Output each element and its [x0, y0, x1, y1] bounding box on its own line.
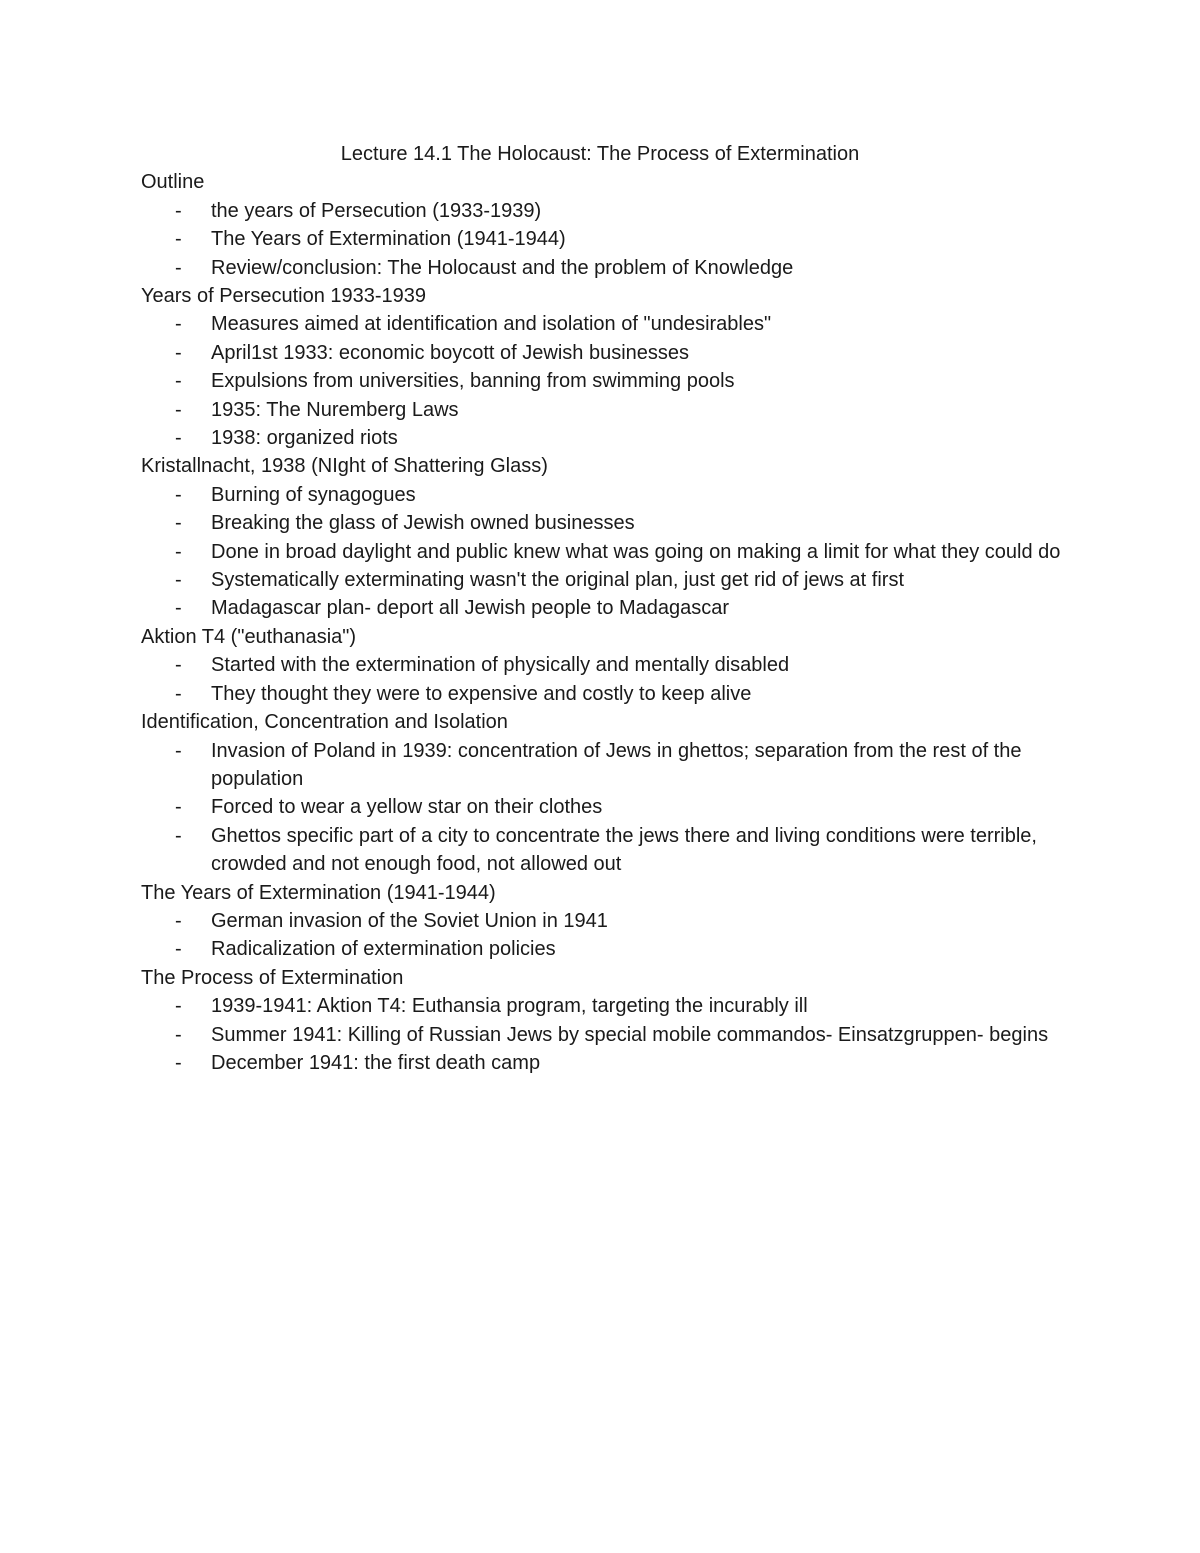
bullet-item: [141, 737, 1061, 794]
bullet-text: Madagascar plan- deport all Jewish people to Madagascar: [211, 597, 730, 620]
bullet-text: Started with the extermination of physically and mentally disabled: [211, 654, 790, 677]
bullet-item: [141, 1049, 1061, 1077]
dash-bullet-icon: -: [175, 427, 182, 450]
dash-bullet-icon: -: [175, 909, 182, 932]
bullet-text: Systematically exterminating wasn't the original plan, just get rid of jews at first: [211, 569, 905, 592]
bullet-item: [141, 197, 1061, 225]
bullet-item: [141, 225, 1061, 253]
bullet-item: [141, 254, 1061, 282]
bullet-list: [141, 310, 1061, 452]
section-heading: The Process of Extermination: [141, 966, 404, 989]
bullet-text: the years of Persecution (1933-1939): [211, 199, 542, 222]
bullet-text: Forced to wear a yellow star on their clothes: [211, 796, 603, 819]
dash-bullet-icon: -: [175, 654, 182, 677]
dash-bullet-icon: -: [175, 824, 182, 847]
dash-bullet-icon: -: [175, 1023, 182, 1046]
dash-bullet-icon: -: [175, 1051, 182, 1074]
bullet-text: Summer 1941: Killing of Russian Jews by special mobile commandos- Einsatzgruppen- begins: [211, 1023, 1049, 1046]
bullet-text: Radicalization of extermination policies: [211, 938, 556, 961]
bullet-text: Review/conclusion: The Holocaust and the problem of Knowledge: [211, 256, 794, 279]
bullet-text: Measures aimed at identification and isolation of "undesirables": [211, 313, 772, 336]
bullet-text: They thought they were to expensive and costly to keep alive: [211, 682, 752, 705]
dash-bullet-icon: -: [175, 597, 182, 620]
section: [141, 623, 1061, 708]
bullet-list: [141, 992, 1061, 1077]
dash-bullet-icon: -: [175, 796, 182, 819]
bullet-text: German invasion of the Soviet Union in 1941: [211, 909, 608, 932]
section: [141, 452, 1061, 622]
bullet-list: [141, 907, 1061, 964]
section-heading: Outline: [141, 171, 205, 194]
dash-bullet-icon: -: [175, 512, 182, 535]
bullet-item: [141, 992, 1061, 1020]
document-title: Lecture 14.1 The Holocaust: The Process of Extermination: [340, 143, 860, 165]
bullet-item: [141, 538, 1061, 566]
bullet-list: [141, 197, 1061, 282]
dash-bullet-icon: -: [175, 995, 182, 1018]
bullet-item: [141, 651, 1061, 679]
bullet-item: [141, 793, 1061, 821]
bullet-text: Breaking the glass of Jewish owned businesses: [211, 512, 635, 535]
bullet-item: [141, 907, 1061, 935]
bullet-item: [141, 481, 1061, 509]
bullet-item: [141, 339, 1061, 367]
bullet-text: The Years of Extermination (1941-1944): [211, 228, 566, 251]
dash-bullet-icon: -: [175, 483, 182, 506]
bullet-text: Ghettos specific part of a city to concentrate the jews there and living conditions were terrible, crowded and not enough food, not allowed out: [211, 824, 1037, 876]
bullet-item: [141, 424, 1061, 452]
bullet-item: [141, 396, 1061, 424]
bullet-item: [141, 822, 1061, 879]
bullet-text: 1935: The Nuremberg Laws: [211, 398, 459, 421]
dash-bullet-icon: -: [175, 313, 182, 336]
dash-bullet-icon: -: [175, 682, 182, 705]
bullet-item: [141, 594, 1061, 622]
bullet-text: April1st 1933: economic boycott of Jewish businesses: [211, 341, 690, 364]
bullet-text: Expulsions from universities, banning from swimming pools: [211, 370, 735, 393]
section: [141, 708, 1061, 878]
section-heading: Aktion T4 ("euthanasia"): [141, 625, 357, 648]
dash-bullet-icon: -: [175, 341, 182, 364]
section: [141, 168, 1061, 282]
bullet-text: Burning of synagogues: [211, 483, 416, 506]
section-heading: The Years of Extermination (1941-1944): [141, 881, 496, 904]
bullet-text: December 1941: the first death camp: [211, 1051, 541, 1074]
bullet-item: [141, 310, 1061, 338]
bullet-text: Invasion of Poland in 1939: concentration of Jews in ghettos; separation from the rest of the population: [211, 739, 1022, 790]
section: [141, 282, 1061, 452]
bullet-text: Done in broad daylight and public knew what was going on making a limit for what they could do: [211, 540, 1061, 563]
bullet-list: [141, 737, 1061, 879]
bullet-item: [141, 680, 1061, 708]
dash-bullet-icon: -: [175, 228, 182, 251]
dash-bullet-icon: -: [175, 938, 182, 961]
section-heading: Identification, Concentration and Isolation: [141, 711, 508, 734]
section-heading: Years of Persecution 1933-1939: [141, 285, 427, 308]
dash-bullet-icon: -: [175, 199, 182, 222]
dash-bullet-icon: -: [175, 370, 182, 393]
section: [141, 879, 1061, 964]
dash-bullet-icon: -: [175, 569, 182, 592]
section-heading: Kristallnacht, 1938 (NIght of Shattering Glass): [141, 455, 548, 478]
dash-bullet-icon: -: [175, 256, 182, 279]
bullet-item: [141, 1021, 1061, 1049]
bullet-list: [141, 481, 1061, 623]
dash-bullet-icon: -: [175, 540, 182, 563]
bullet-item: [141, 509, 1061, 537]
dash-bullet-icon: -: [175, 398, 182, 421]
document-body: [141, 168, 1061, 1077]
bullet-item: [141, 566, 1061, 594]
bullet-text: 1939-1941: Aktion T4: Euthansia program, targeting the incurably ill: [211, 995, 808, 1018]
bullet-text: 1938: organized riots: [211, 427, 398, 450]
section: [141, 964, 1061, 1078]
bullet-item: [141, 367, 1061, 395]
bullet-item: [141, 935, 1061, 963]
dash-bullet-icon: -: [175, 739, 182, 762]
bullet-list: [141, 651, 1061, 708]
